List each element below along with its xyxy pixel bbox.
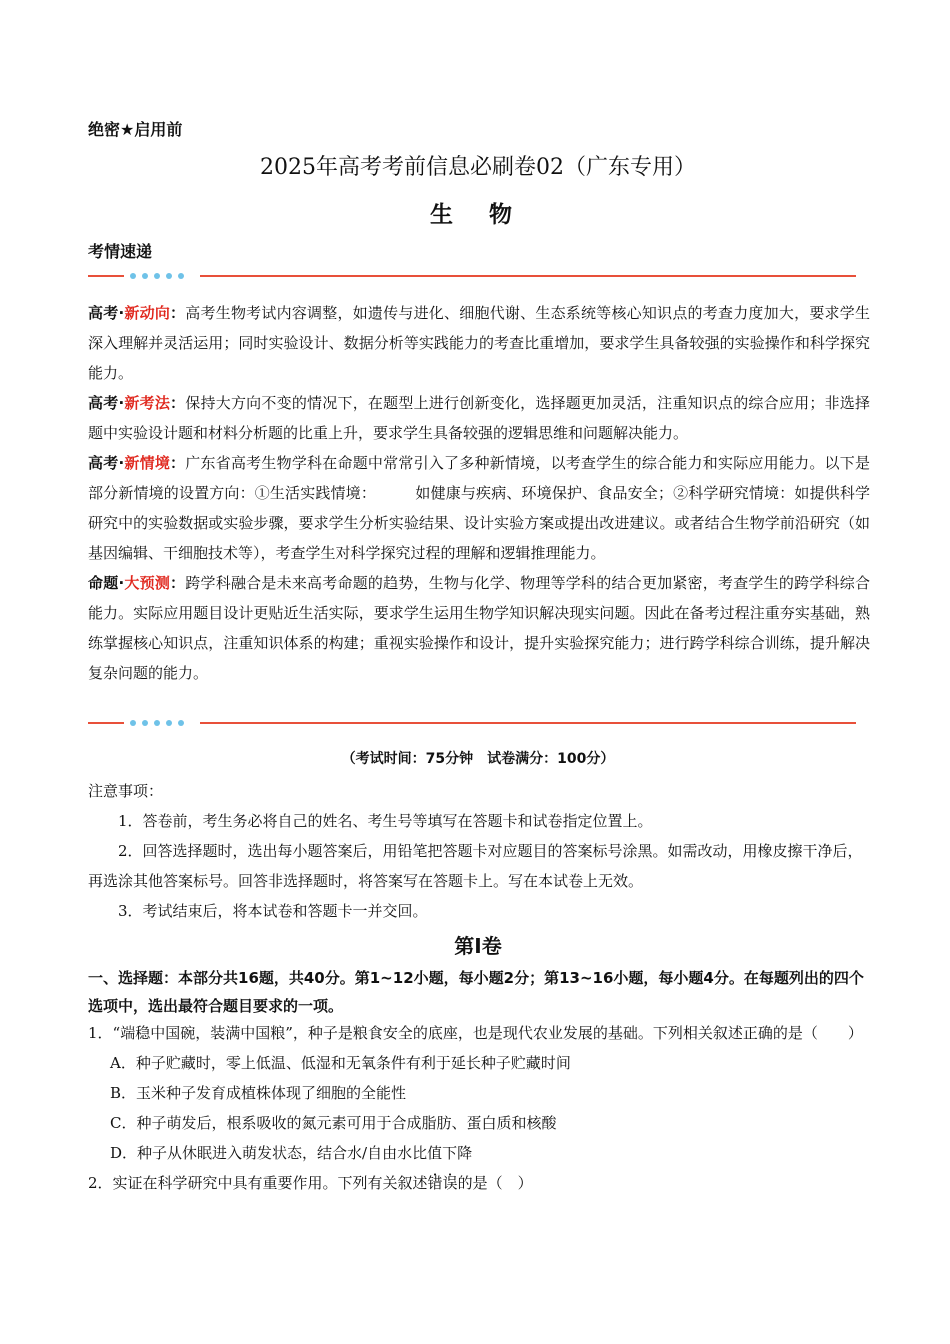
- info-block-prediction: 命题·大预测：跨学科融合是未来高考命题的趋势，生物与化学、物理等学科的结合更加紧密，考查学生的跨学科综合能力。实际应用题目设计更贴近生活实际，要求学生运用生物学知识解决现实问题。因此在备考过程注重夯实基础，熟练掌握核心知识点，注重知识体系的构建；重视实验操作和设计，提升实验探究能力；进行跨学科综合训练，提升解决复杂问题的能力。: [88, 574, 870, 682]
- exam-time: （考试时间：75分钟 试卷满分：100分）: [341, 751, 615, 767]
- note-item: 2．回答选择题时，选出每小题答案后，用铅笔把答题卡对应题目的答案标号涂黑。如需改动，用橡皮擦干净后，再选涂其他答案标号。回答非选择题时，将答案写在答题卡上。写在本试卷上无效。: [88, 842, 863, 890]
- note-item: 1．答卷前，考生务必将自己的姓名、考生号等填写在答题卡和试卷指定位置上。: [118, 812, 653, 830]
- page-title: 2025年高考考前信息必刷卷02（广东专用）: [260, 155, 696, 180]
- section-label: 考情速递: [88, 242, 153, 261]
- section-description: 一、选择题：本部分共16题，共40分。第1~12小题，每小题2分；第13~16小题，每小题4分。在每题列出的四个选项中，选出最符合题目要求的一项。: [88, 969, 864, 1015]
- decorative-divider-bottom: [88, 718, 856, 728]
- question-option-a: A．种子贮藏时，零上低温、低湿和无氧条件有利于延长种子贮藏时间: [110, 1054, 571, 1072]
- note-item: 3．考试结束后，将本试卷和答题卡一并交回。: [118, 902, 428, 920]
- secret-label: 绝密★启用前: [88, 120, 183, 139]
- question-option-d: D．种子从休眠进入萌发状态，结合水/自由水比值下降: [110, 1144, 473, 1162]
- info-block-new-method: 高考·新考法：保持大方向不变的情况下，在题型上进行创新变化，选择题更加灵活，注重知识点的综合应用；非选择题中实验设计题和材料分析题的比重上升，要求学生具备较强的逻辑思维和问题解决能力。: [88, 394, 870, 442]
- decorative-divider-top: [88, 271, 856, 281]
- notes: [88, 776, 870, 926]
- subject-title: 生 物: [429, 202, 526, 228]
- info-block-new-context: 高考·新情境：广东省高考生物学科在命题中常常引入了多种新情境，以考查学生的综合能力和实际应用能力。以下是部分新情境的设置方向：①生活实践情境： 如健康与疾病、环境保护、食品安全；②科学研究情境：如提供科学研究中的实验数据或实验步骤，要求学生分析实验结果、设计实验方案或提出改进建议。或者结合生物学前沿研究（如基因编辑、干细胞技术等），考查学生对科学探究过程的理解和逻辑推理能力。: [88, 454, 870, 562]
- emphasis-char: 误: [442, 1174, 458, 1192]
- question-stem-2: 2．实证在科学研究中具有重要作用。下列有关叙述错误的是（ ）: [88, 1174, 533, 1192]
- volume-heading: 第Ⅰ卷: [454, 934, 502, 958]
- info-blocks: [88, 298, 870, 688]
- question-stem: 1．“端稳中国碗，装满中国粮”，种子是粮食安全的底座，也是现代农业发展的基础。下列相关叙述正确的是（ ）: [88, 1024, 863, 1042]
- question-option-c: C．种子萌发后，根系吸收的氮元素可用于合成脂肪、蛋白质和核酸: [110, 1114, 557, 1132]
- info-block-new-trend: 高考·新动向：高考生物考试内容调整，如遗传与进化、细胞代谢、生态系统等核心知识点的考查力度加大，要求学生深入理解并灵活运用；同时实验设计、数据分析等实践能力的考查比重增加，要求学生具备较强的实验操作和科学探究能力。: [88, 304, 870, 382]
- notes-heading: 注意事项：: [88, 782, 164, 800]
- question-option-b: B．玉米种子发育成植株体现了细胞的全能性: [110, 1084, 407, 1102]
- questions: [88, 1018, 870, 1198]
- emphasis-char: 错: [427, 1174, 443, 1192]
